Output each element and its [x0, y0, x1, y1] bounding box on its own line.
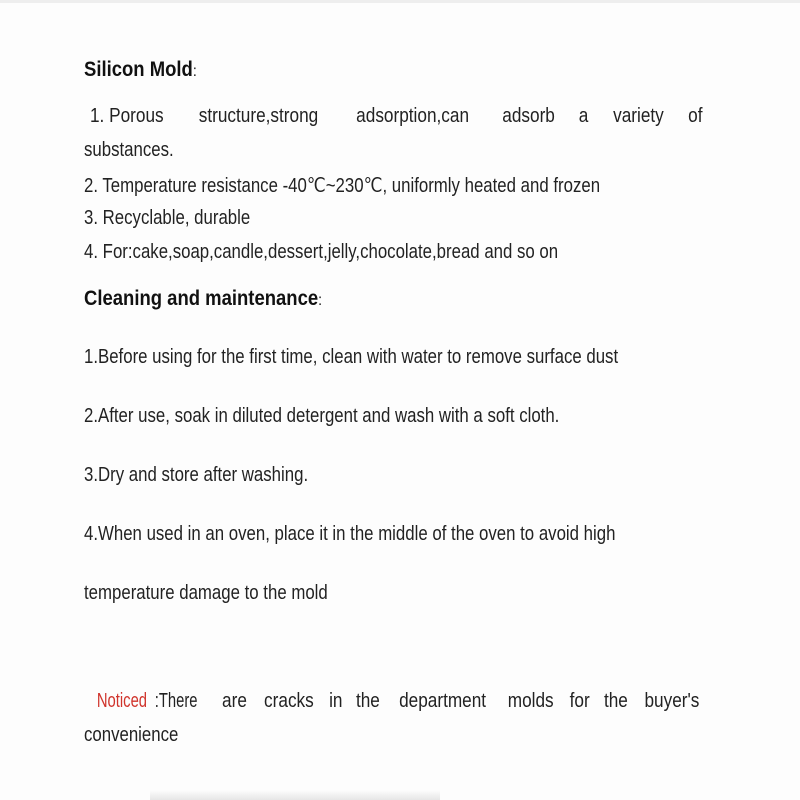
word: molds	[507, 690, 554, 712]
silicon-mold-heading	[84, 58, 197, 82]
word: the	[355, 690, 380, 712]
word: a	[579, 105, 589, 127]
top-divider	[0, 0, 800, 3]
word: for	[569, 690, 590, 712]
cleaning-title: Cleaning and maintenance	[84, 287, 319, 310]
word: cracks	[263, 690, 314, 712]
word: :There	[154, 690, 198, 712]
cleaning-item-4: 4.When used in an oven, place it in the middle of the oven to avoid high	[84, 523, 616, 545]
word: adsorption,can	[356, 105, 470, 127]
notice-continuation: convenience	[84, 724, 179, 746]
word: the	[603, 690, 628, 712]
cleaning-item-3: 3.Dry and store after washing.	[84, 464, 309, 486]
word: of	[688, 105, 703, 127]
word: variety	[613, 105, 664, 127]
notice-line	[84, 690, 704, 713]
word: adsorb	[502, 105, 555, 127]
word: department	[399, 690, 487, 712]
silicon-item-1-line	[84, 105, 704, 128]
notice-segment	[93, 690, 201, 713]
word: 1. Porous	[89, 105, 164, 127]
word: buyer's	[644, 690, 700, 712]
word: structure,strong	[198, 105, 319, 127]
silicon-item-1-continuation: substances.	[84, 139, 174, 161]
cleaning-item-4-continuation: temperature damage to the mold	[84, 582, 328, 604]
silicon-mold-title: Silicon Mold	[84, 58, 193, 81]
silicon-item-4: 4. For:cake,soap,candle,dessert,jelly,chocolate,bread and so on	[84, 241, 559, 263]
heading-colon: :	[192, 63, 197, 80]
silicon-item-2: 2. Temperature resistance -40℃~230℃, uniformly heated and frozen	[84, 175, 601, 197]
notice-label: Noticed	[96, 690, 148, 712]
heading-colon: :	[318, 292, 323, 309]
word: in	[328, 690, 343, 712]
cleaning-heading	[84, 287, 322, 311]
cleaning-item-2: 2.After use, soak in diluted detergent and wash with a soft cloth.	[84, 405, 560, 427]
cut-off-text-fragment	[150, 790, 440, 800]
word: are	[222, 690, 248, 712]
cleaning-item-1: 1.Before using for the first time, clean with water to remove surface dust	[84, 346, 619, 368]
silicon-item-3: 3. Recyclable, durable	[84, 207, 251, 229]
